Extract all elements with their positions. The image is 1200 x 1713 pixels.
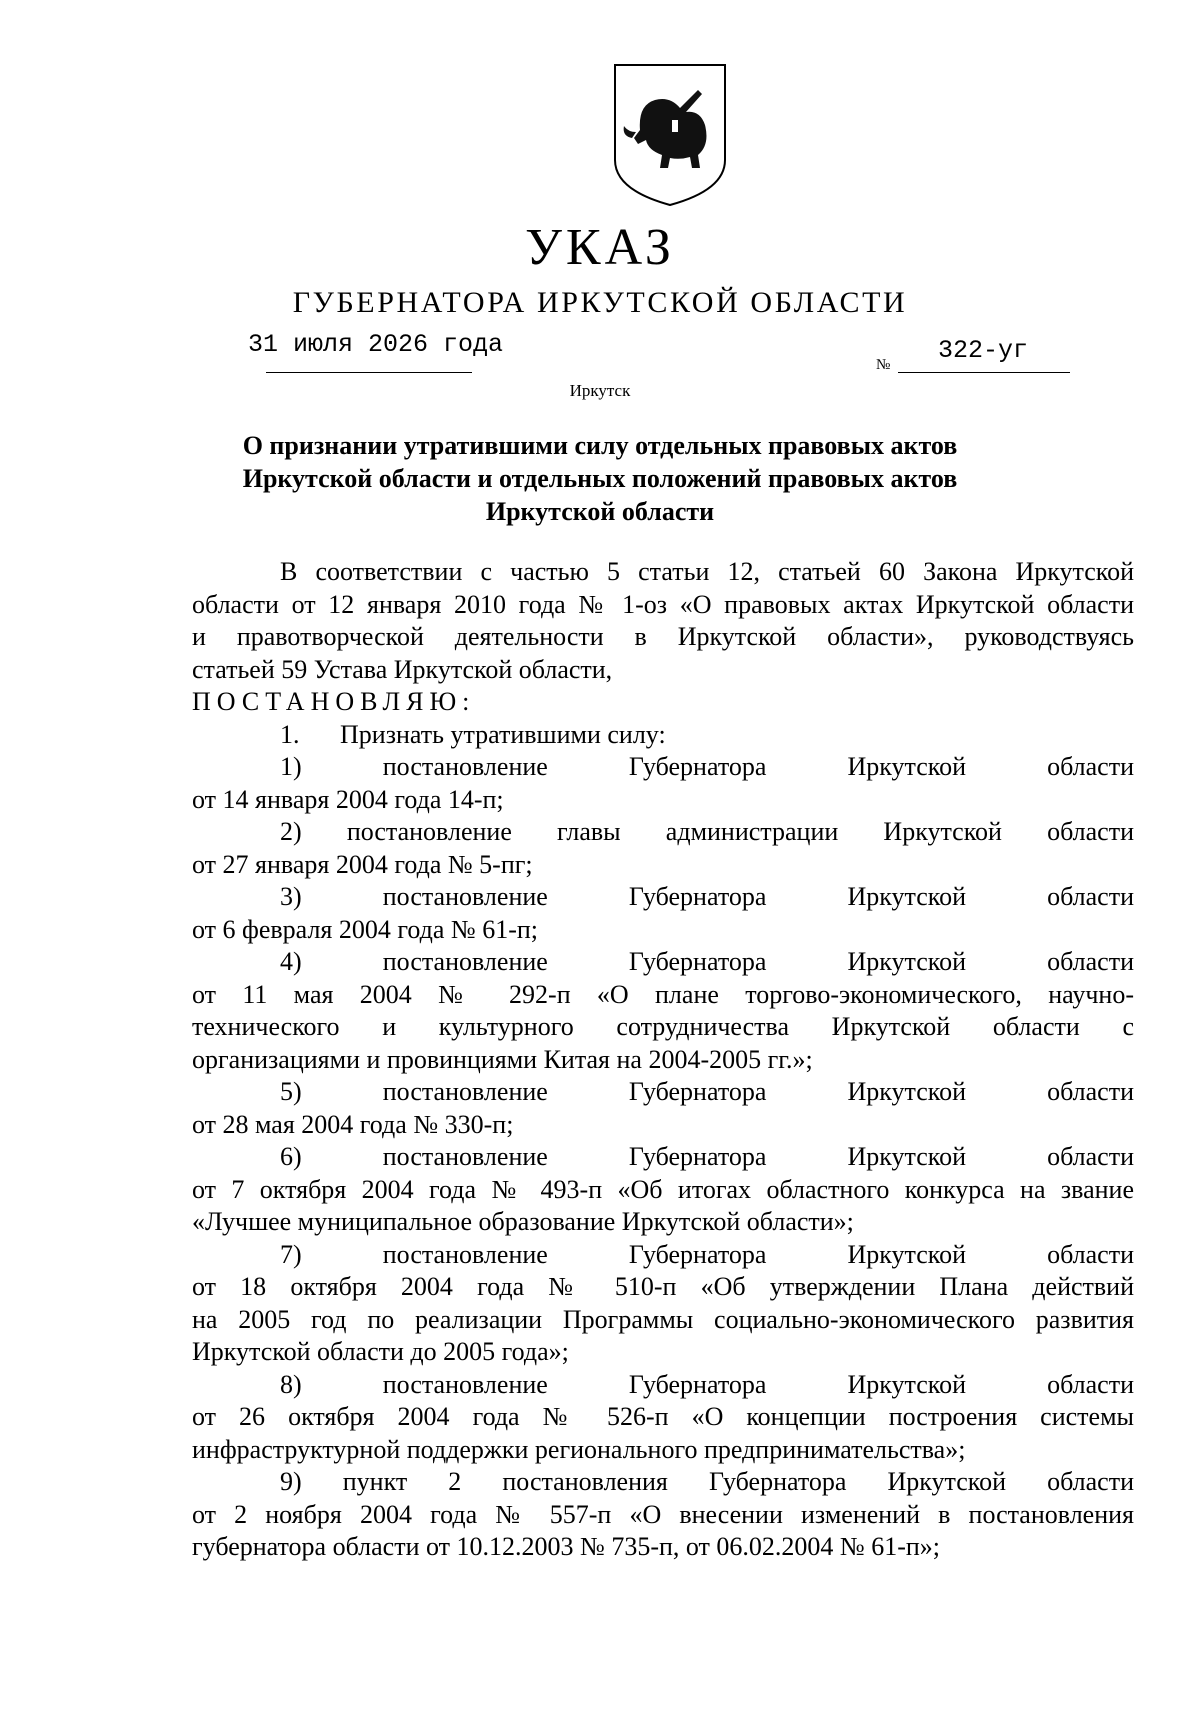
number-sign: №: [876, 357, 891, 373]
body-line: статьей 59 Устава Иркутской области,: [192, 654, 613, 684]
body-line: от 11 мая 2004 № 292-п «О плане торгово-экономического, научно-: [192, 979, 1134, 1009]
body-line: технического и культурного сотрудничества Иркутской области с: [192, 1012, 1134, 1041]
city-label: Иркутск: [569, 381, 631, 400]
body-line: от 7 октября 2004 года № 493-п «Об итогах областного конкурса на звание: [192, 1174, 1134, 1204]
list-item: 1) постановление Губернатора Иркутской области: [280, 752, 1134, 781]
body-line: и правотворческой деятельности в Иркутской области», руководствуясь: [192, 622, 1134, 651]
body-line: 1. Признать утратившими силу:: [280, 719, 666, 749]
body-line: губернатора области от 10.12.2003 № 735-п, от 06.02.2004 № 61-п»;: [192, 1532, 941, 1561]
list-item: 7) постановление Губернатора Иркутской области: [280, 1239, 1134, 1269]
list-item: 6) постановление Губернатора Иркутской области: [280, 1142, 1134, 1171]
heading-line: Иркутской области: [485, 497, 715, 526]
document-heading: [0, 429, 1200, 528]
body-line: от 26 октября 2004 года № 526-п «О концепции построения системы: [192, 1402, 1134, 1431]
coat-of-arms-icon: [610, 60, 730, 210]
list-item: 5) постановление Губернатора Иркутской области: [280, 1077, 1134, 1106]
document-number: 322-уг: [938, 336, 1029, 365]
list-item: 8) постановление Губернатора Иркутской области: [280, 1369, 1134, 1399]
document-date: 31 июля 2026 года: [248, 330, 504, 359]
body-line: организациями и провинциями Китая на 2004-2005 гг.»;: [192, 1044, 813, 1074]
body-line: В соответствии с частью 5 статьи 12, статьей 60 Закона Иркутской: [280, 557, 1134, 586]
body-line: области от 12 января 2010 года № 1-оз «О правовых актах Иркутской области: [192, 589, 1134, 619]
list-item: 3) постановление Губернатора Иркутской области: [280, 882, 1134, 911]
list-item: 4) постановление Губернатора Иркутской области: [280, 947, 1134, 976]
number-underline: [898, 372, 1070, 373]
date-underline: [266, 372, 472, 373]
body-line: Иркутской области до 2005 года»;: [192, 1337, 569, 1366]
heading-line: Иркутской области и отдельных положений правовых актов: [242, 464, 958, 493]
heading-line: О признании утратившими силу отдельных правовых актов: [242, 431, 958, 460]
decree-word: ПОСТАНОВЛЯЮ:: [192, 687, 476, 716]
document-title: УКАЗ: [525, 219, 675, 276]
body-line: от 6 февраля 2004 года № 61-п;: [192, 914, 539, 944]
body-line: от 14 января 2004 года 14-п;: [192, 784, 504, 814]
body-line: от 18 октября 2004 года № 510-п «Об утверждении Плана действий: [192, 1272, 1134, 1301]
body-line: от 27 января 2004 года № 5-пг;: [192, 849, 533, 879]
body-line: инфраструктурной поддержки регионального предпринимательства»;: [192, 1434, 966, 1464]
list-item: 2) постановление главы администрации Иркутской области: [280, 817, 1134, 846]
body-line: «Лучшее муниципальное образование Иркутской области»;: [192, 1207, 854, 1236]
document-body: [192, 556, 1134, 1564]
body-line: от 28 мая 2004 года № 330-п;: [192, 1109, 514, 1139]
body-line: от 2 ноября 2004 года № 557-п «О внесении изменений в постановления: [192, 1499, 1134, 1529]
issuer-title: ГУБЕРНАТОРА ИРКУТСКОЙ ОБЛАСТИ: [292, 286, 908, 319]
list-item: 9) пункт 2 постановления Губернатора Иркутской области: [280, 1467, 1134, 1496]
body-line: на 2005 год по реализации Программы социально-экономического развития: [192, 1304, 1134, 1334]
